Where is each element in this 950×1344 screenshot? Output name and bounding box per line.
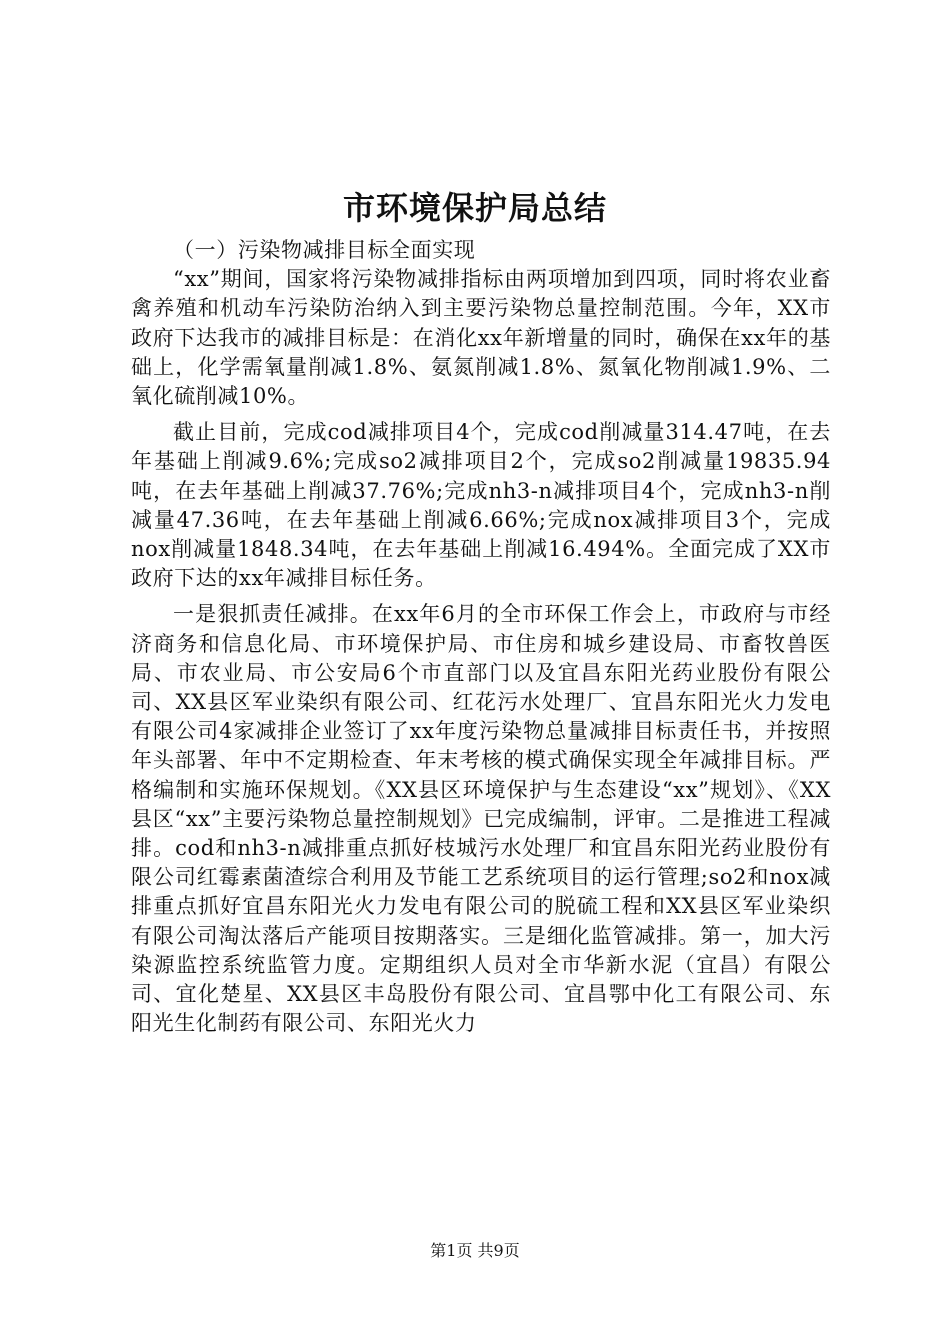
section-heading: （一）污染物减排目标全面实现 [173,238,476,262]
paragraph-overview: “xx”期间，国家将污染物减排指标由两项增加到四项，同时将农业畜禽养殖和机动车污染防治纳入到主要污染物总量控制范围。今年，XX市政府下达我市的减排目标是：在消化xx年新增量的同时，确保在xx年的基础上，化学需氧量削减1.8%、氨氮削减1.8%、氮氧化物削减1.9%、二氧化硫削减10%。 [131,267,831,409]
document-title: 市环境保护局总结 [342,189,607,227]
paragraph-progress: 截止目前，完成cod减排项目4个，完成cod削减量314.47吨，在去年基础上削减9.6%;完成so2减排项目2个，完成so2削减量19835.94吨，在去年基础上削减37.76%;完成nh3-n减排项目4个，完成nh3-n削减量47.36吨，在去年基础上削减6.66%;完成nox减排项目3个，完成nox削减量1848.34吨，在去年基础上削减16.494%。全面完成了XX市政府下达的xx年减排目标任务。 [131,420,831,591]
paragraph-measures: 一是狠抓责任减排。在xx年6月的全市环保工作会上，市政府与市经济商务和信息化局、市环境保护局、市住房和城乡建设局、市畜牧兽医局、市农业局、市公安局6个市直部门以及宜昌东阳光药业股份有限公司、XX县区军业染织有限公司、红花污水处理厂、宜昌东阳光火力发电有限公司4家减排企业签订了xx年度污染物总量减排目标责任书，并按照年头部署、年中不定期检查、年末考核的模式确保实现全年减排目标。严格编制和实施环保规划。《XX县区环境保护与生态建设“xx”规划》、《XX县区“xx”主要污染物总量控制规划》已完成编制，评审。二是推进工程减排。cod和nh3-n减排重点抓好枝城污水处理厂和宜昌东阳光药业股份有限公司红霉素菌渣综合利用及节能工艺系统项目的运行管理;so2和nox减排重点抓好宜昌东阳光火力发电有限公司的脱硫工程和XX县区军业染织有限公司淘汰落后产能项目按期落实。三是细化监管减排。第一，加大污染源监控系统监管力度。定期组织人员对全市华新水泥（宜昌）有限公司、宜化楚星、XX县区丰岛股份有限公司、宜昌鄂中化工有限公司、东阳光生化制药有限公司、东阳光火力 [131,602,831,1036]
document-body [131,236,831,1038]
page-footer: 第1页 共9页 [430,1241,520,1260]
